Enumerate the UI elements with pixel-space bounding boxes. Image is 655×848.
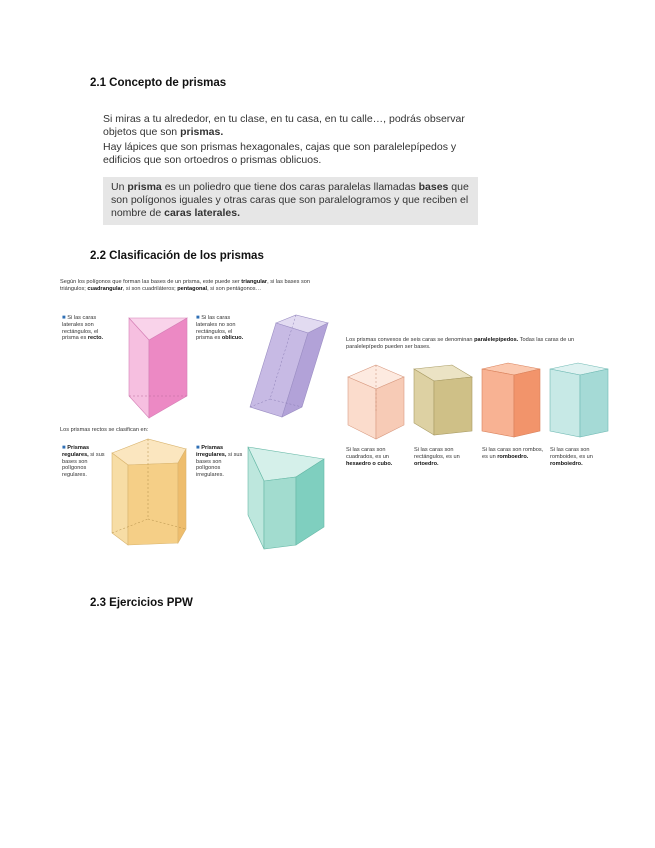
intro-text-3: , si son cuadriláteros; <box>122 285 178 292</box>
intro-term-cuadrangular: cuadrangular <box>87 285 123 292</box>
intro-term-triangular: triangular <box>241 279 268 285</box>
caption-cubo-bold: hexaedro o cubo. <box>346 460 393 467</box>
caption-regulares-text: si sus bases son polígonos regulares. <box>62 451 105 479</box>
caption-recto <box>62 315 112 342</box>
classification-figure <box>60 275 620 555</box>
caption-romboiedro-text: Si las caras son romboides, es un <box>550 447 593 460</box>
caption-irregulares-bold: Prismas irregulares, <box>196 445 227 458</box>
definition-text <box>103 177 478 224</box>
bullet-icon: ■ <box>62 315 68 321</box>
def-text-1: Un <box>111 181 128 193</box>
caption-romboedro <box>482 447 544 461</box>
intro-text-1: Según los polígonos que forman las bases de un prisma, este puede ser <box>60 279 242 285</box>
caption-romboedro-text: Si las caras son rombos, es un <box>482 447 544 460</box>
bullet-icon: ■ <box>62 445 68 451</box>
intro-text-4: , si son pentágonos… <box>207 285 262 292</box>
def-text-3: que son polígonos iguales y otras caras que son paralelogramos y que reciben el nombre de <box>111 181 469 219</box>
definition-box <box>103 177 478 225</box>
def-term-prisma: prisma <box>127 181 162 193</box>
bullet-icon: ■ <box>196 315 202 321</box>
para-term: paralelepípedos. <box>474 337 519 343</box>
caption-ortoedro-bold: ortoedro. <box>414 460 439 467</box>
caption-recto-text: Si las caras laterales son rectángulos, el prisma es <box>62 315 99 342</box>
def-text-2: es un poliedro que tiene dos caras paralelas llamadas <box>161 181 419 193</box>
caption-cubo <box>346 447 408 467</box>
caption-oblicuo-text: Si las caras laterales no son rectángulos, el prisma es <box>196 315 236 342</box>
para-text-1: Los prismas convexos de seis caras se denominan <box>346 337 475 343</box>
caption-recto-bold: recto. <box>87 335 104 342</box>
caption-irregulares <box>196 445 244 479</box>
pentagonal-prism-yellow <box>108 435 194 551</box>
rhombohedron-orange <box>478 361 544 443</box>
paragraph-intro-bold: prismas. <box>180 126 224 138</box>
caption-regulares-bold: Prismas regulares, <box>62 445 90 458</box>
intro-term-pentagonal: pentagonal <box>177 285 208 292</box>
triangular-prism-pink <box>124 313 194 425</box>
rectos-label: Los prismas rectos se clasifican en: <box>60 427 149 433</box>
caption-oblicuo-bold: oblicuo. <box>221 335 244 342</box>
paragraph-intro-text: Si miras a tu alrededor, en tu clase, en tu casa, en tu calle…, podrás observar objetos que son <box>103 113 465 138</box>
paralelepipedos-text <box>346 337 612 351</box>
para-text-2: Todas las caras de un paralelepípedo pueden ser bases. <box>346 337 575 350</box>
bullet-icon: ■ <box>196 445 202 451</box>
section-title-concepto: 2.1 Concepto de prismas <box>90 77 227 89</box>
romboid-prism-aqua <box>546 361 612 443</box>
section-title-clasificacion: 2.2 Clasificación de los prismas <box>90 250 264 262</box>
caption-romboedro-bold: romboedro. <box>497 453 529 460</box>
caption-irregulares-text: si sus bases son polígonos irregulares. <box>196 451 243 479</box>
paragraph-examples: Hay lápices que son prismas hexagonales, cajas que son paralelepípedos y edificios que son ortoedros o prismas oblicuos. <box>103 141 457 166</box>
cuboid-khaki <box>410 361 476 443</box>
figure-intro-text <box>60 279 332 293</box>
section-title-ejercicios: 2.3 Ejercicios PPW <box>90 597 193 609</box>
intro-text-2: , si las bases son triángulos; <box>60 279 311 292</box>
caption-oblicuo <box>196 315 246 342</box>
irregular-prism-teal <box>244 441 330 553</box>
caption-romboiedro-bold: romboiedro. <box>550 460 583 467</box>
def-term-caras: caras laterales. <box>164 207 241 219</box>
def-term-bases: bases <box>418 181 449 193</box>
caption-regulares <box>62 445 110 479</box>
cube-peach <box>344 361 410 443</box>
caption-ortoedro <box>414 447 476 467</box>
oblique-prism-purple <box>248 311 338 421</box>
paragraph-intro <box>103 113 478 139</box>
caption-ortoedro-text: Si las caras son rectángulos, es un <box>414 447 460 460</box>
caption-romboiedro <box>550 447 612 467</box>
caption-cubo-text: Si las caras son cuadrados, es un <box>346 447 389 460</box>
